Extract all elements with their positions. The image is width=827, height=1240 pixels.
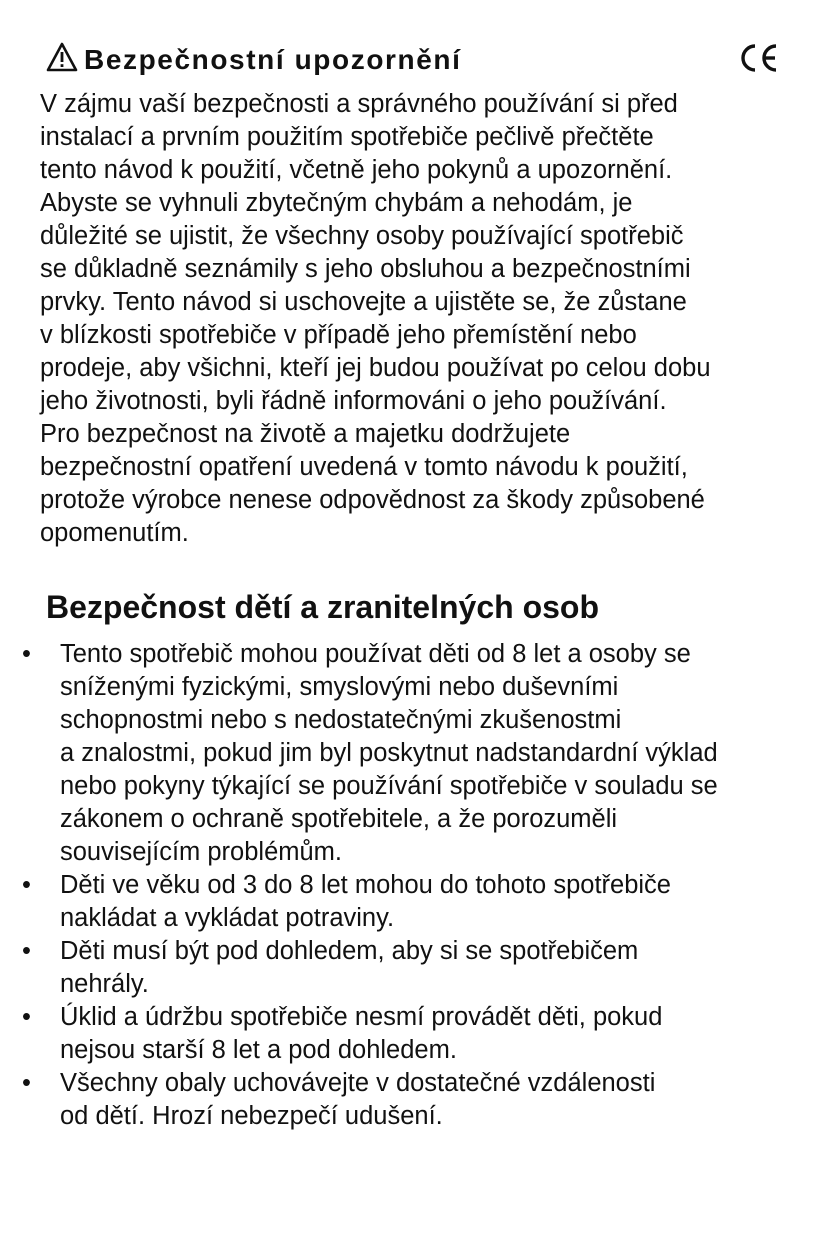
list-item xyxy=(0,869,827,935)
list-item xyxy=(0,638,827,869)
intro-line: se důkladně seznámily s jeho obsluhou a bezpečnostními xyxy=(40,255,691,283)
intro-line: Pro bezpečnost na životě a majetku dodržujete xyxy=(40,420,571,448)
list-item-line: nakládat a vykládat potraviny. xyxy=(60,904,395,932)
child-safety-list xyxy=(0,638,827,1133)
intro-line: Abyste se vyhnuli zbytečným chybám a nehodám, je xyxy=(40,189,633,217)
list-item-line: Děti ve věku od 3 do 8 let mohou do tohoto spotřebiče xyxy=(60,871,671,899)
list-item-line: a znalostmi, pokud jim byl poskytnut nadstandardní výklad xyxy=(60,739,718,767)
list-item xyxy=(0,1067,827,1133)
safety-header xyxy=(46,40,786,80)
bullet-icon: • xyxy=(22,937,31,965)
intro-line: v blízkosti spotřebiče v případě jeho přemístění nebo xyxy=(40,321,637,349)
intro-line: instalací a prvním použitím spotřebiče pečlivě přečtěte xyxy=(40,123,654,151)
intro-line: protože výrobce nenese odpovědnost za škody způsobené xyxy=(40,486,705,514)
warning-triangle-icon xyxy=(46,42,78,72)
intro-paragraph xyxy=(40,88,820,550)
intro-line: V zájmu vaší bezpečnosti a správného používání si před xyxy=(40,90,678,118)
intro-line: jeho životnosti, byli řádně informováni o jeho používání. xyxy=(40,387,667,415)
list-item-line: nebo pokyny týkající se používání spotřebiče v souladu se xyxy=(60,772,718,800)
list-item-line: schopnostmi nebo s nedostatečnými zkušenostmi xyxy=(60,706,622,734)
intro-line: opomenutím. xyxy=(40,519,189,547)
list-item-line: Tento spotřebič mohou používat děti od 8 let a osoby se xyxy=(60,640,691,668)
intro-line: prvky. Tento návod si uschovejte a ujistěte se, že zůstane xyxy=(40,288,687,316)
list-item-line: sníženými fyzickými, smyslovými nebo duševními xyxy=(60,673,619,701)
intro-line: tento návod k použití, včetně jeho pokynů a upozornění. xyxy=(40,156,673,184)
page-title: Bezpečnostní upozornění xyxy=(84,44,462,75)
bullet-icon: • xyxy=(22,1003,31,1031)
list-item-line: Úklid a údržbu spotřebiče nesmí provádět děti, pokud xyxy=(60,1003,663,1031)
intro-line: bezpečnostní opatření uvedená v tomto návodu k použití, xyxy=(40,453,688,481)
ce-mark-icon xyxy=(736,42,780,74)
list-item-line: souvisejícím problémům. xyxy=(60,838,343,866)
bullet-icon: • xyxy=(22,1069,31,1097)
list-item-line: Všechny obaly uchovávejte v dostatečné vzdálenosti xyxy=(60,1069,656,1097)
list-item-line: Děti musí být pod dohledem, aby si se spotřebičem xyxy=(60,937,639,965)
list-item xyxy=(0,1001,827,1067)
list-item-line: nehrály. xyxy=(60,970,149,998)
intro-line: prodeje, aby všichni, kteří jej budou používat po celou dobu xyxy=(40,354,711,382)
intro-line: důležité se ujistit, že všechny osoby používající spotřebič xyxy=(40,222,684,250)
list-item-line: od dětí. Hrozí nebezpečí udušení. xyxy=(60,1102,443,1130)
list-item xyxy=(0,935,827,1001)
bullet-icon: • xyxy=(22,640,31,668)
bullet-icon: • xyxy=(22,871,31,899)
list-item-line: zákonem o ochraně spotřebitele, a že porozuměli xyxy=(60,805,618,833)
section-title: Bezpečnost dětí a zranitelných osob xyxy=(46,589,599,625)
list-item-line: nejsou starší 8 let a pod dohledem. xyxy=(60,1036,457,1064)
